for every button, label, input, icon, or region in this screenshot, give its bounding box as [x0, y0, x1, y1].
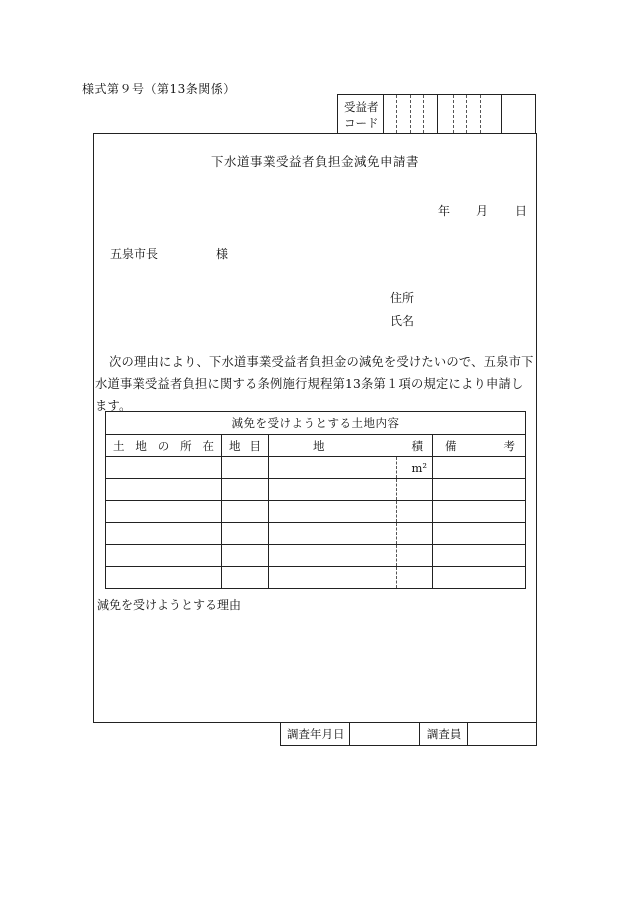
area-decimal-cell[interactable]	[397, 567, 433, 589]
category-cell[interactable]	[222, 501, 269, 523]
table-row	[106, 457, 526, 479]
code-digit-cell[interactable]	[481, 95, 502, 133]
survey-box	[280, 722, 537, 746]
location-cell[interactable]	[106, 479, 222, 501]
header-category: 地 目	[222, 435, 269, 457]
surveyor-label: 調査員	[420, 722, 468, 745]
code-digit-cell[interactable]	[454, 95, 468, 133]
location-cell[interactable]	[106, 457, 222, 479]
date-year-label: 年	[438, 204, 451, 218]
area-cell[interactable]	[269, 501, 397, 523]
category-cell[interactable]	[222, 479, 269, 501]
date-day-label: 日	[515, 204, 528, 218]
date-month-label: 月	[476, 204, 489, 218]
name-label: 氏名	[390, 314, 415, 328]
addressee-name: 五泉市長	[110, 247, 159, 261]
address-label: 住所	[390, 291, 415, 305]
code-digit-cell[interactable]	[411, 95, 425, 133]
area-cell[interactable]	[269, 545, 397, 567]
surveyor-field[interactable]	[468, 722, 536, 745]
area-cell[interactable]	[269, 479, 397, 501]
location-cell[interactable]	[106, 523, 222, 545]
category-cell[interactable]	[222, 567, 269, 589]
header-remarks: 備 考	[433, 435, 526, 457]
location-cell[interactable]	[106, 501, 222, 523]
table-row	[106, 479, 526, 501]
form-number: 様式第９号（第13条関係）	[82, 82, 236, 96]
remarks-cell[interactable]	[433, 567, 526, 589]
header-location: 土 地 の 所 在	[106, 435, 222, 457]
document-title: 下水道事業受益者負担金減免申請書	[210, 154, 419, 169]
date-line	[438, 202, 527, 219]
land-table-caption: 減免を受けようとする土地内容	[106, 412, 526, 435]
reason-label: 減免を受けようとする理由	[97, 598, 242, 612]
beneficiary-code-box	[337, 94, 536, 134]
location-cell[interactable]	[106, 545, 222, 567]
table-row	[106, 501, 526, 523]
remarks-cell[interactable]	[433, 479, 526, 501]
header-area: 地 積	[269, 435, 433, 457]
code-digit-cell[interactable]	[502, 95, 535, 133]
addressee-suffix: 様	[216, 247, 229, 261]
area-decimal-cell[interactable]	[397, 501, 433, 523]
area-decimal-cell[interactable]	[397, 479, 433, 501]
category-cell[interactable]	[222, 523, 269, 545]
area-decimal-cell[interactable]	[397, 523, 433, 545]
category-cell[interactable]	[222, 457, 269, 479]
remarks-cell[interactable]	[433, 523, 526, 545]
category-cell[interactable]	[222, 545, 269, 567]
code-digit-cell[interactable]	[438, 95, 454, 133]
area-cell[interactable]	[269, 523, 397, 545]
code-label-line1: 受益者	[344, 100, 379, 114]
table-row	[106, 523, 526, 545]
code-digit-cell[interactable]	[384, 95, 398, 133]
remarks-cell[interactable]	[433, 457, 526, 479]
area-cell[interactable]	[269, 457, 397, 479]
application-statement: 次の理由により、下水道事業受益者負担金の減免を受けたいので、五泉市下水道事業受益者負担に関する条例施行規程第13条第１項の規定により申請します。	[95, 355, 534, 413]
survey-date-label: 調査年月日	[281, 722, 350, 745]
location-cell[interactable]	[106, 567, 222, 589]
code-label-line2: コード	[344, 116, 379, 130]
code-digit-cell[interactable]	[424, 95, 438, 133]
area-unit-label: m²	[411, 460, 427, 475]
remarks-cell[interactable]	[433, 545, 526, 567]
remarks-cell[interactable]	[433, 501, 526, 523]
area-unit-cell[interactable]	[397, 457, 433, 479]
code-digit-cell[interactable]	[397, 95, 411, 133]
table-row	[106, 545, 526, 567]
survey-date-field[interactable]	[350, 722, 419, 745]
area-cell[interactable]	[269, 567, 397, 589]
area-decimal-cell[interactable]	[397, 545, 433, 567]
land-details-table	[105, 411, 526, 589]
table-row	[106, 567, 526, 589]
code-label	[338, 95, 384, 133]
code-digit-cell[interactable]	[467, 95, 481, 133]
